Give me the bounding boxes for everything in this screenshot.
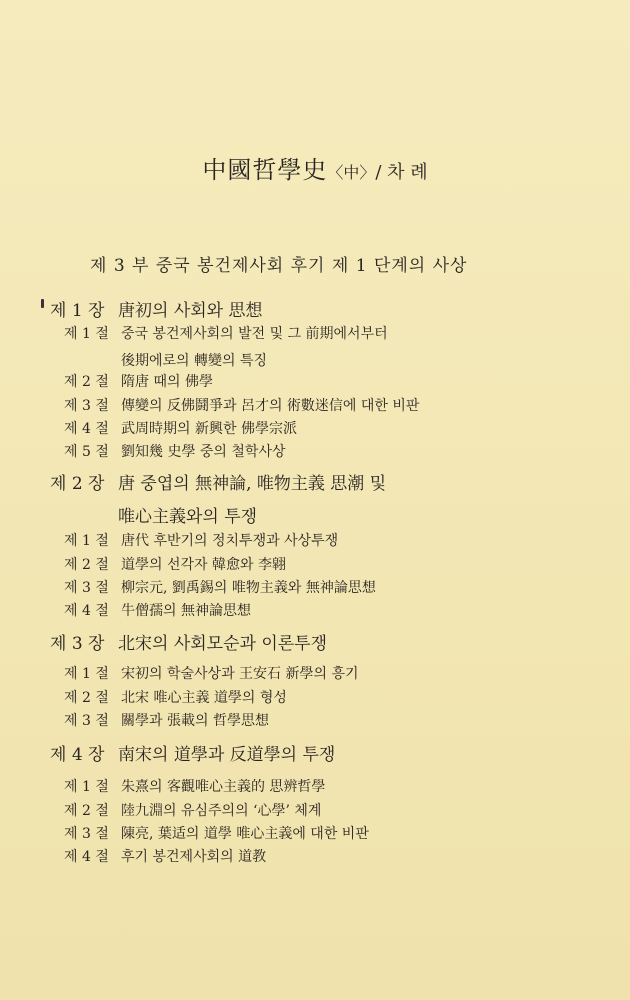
section-4-2: [64, 800, 321, 820]
section-number: 제 2 절: [64, 557, 109, 573]
section-number: 제 3 절: [64, 713, 109, 729]
section-title: 陸九淵의 유심주의의 ‘心學’ 체계: [121, 803, 322, 819]
chapter-4: [50, 740, 335, 765]
section-4-1: [64, 776, 325, 796]
section-number: 제 2 절: [64, 690, 109, 706]
part-heading: 제 3 부 중국 봉건제사회 후기 제 1 단계의 사상: [90, 256, 468, 276]
section-number: 제 4 절: [64, 849, 109, 865]
section-3-3: [64, 710, 269, 730]
section-3-2: [64, 687, 287, 707]
section-1-5: [64, 441, 286, 461]
section-title: 道學의 선각자 韓愈와 李翶: [121, 557, 286, 573]
section-number: 제 2 절: [64, 374, 109, 390]
section-number: 제 1 절: [64, 533, 109, 549]
chapter-title: 南宋의 道學과 反道學의 투쟁: [118, 745, 336, 765]
chapter-title: 唐初의 사회와 思想: [118, 301, 263, 321]
section-4-4: [64, 846, 266, 866]
chapter-number: 제 1 장: [50, 301, 105, 321]
section-title: 唐代 후반기의 정치투쟁과 사상투쟁: [121, 533, 339, 549]
chapter-title: 北宋의 사회모순과 이론투쟁: [118, 634, 328, 654]
section-number: 제 1 절: [64, 779, 109, 795]
ink-mark: [41, 299, 44, 308]
chapter-3: [50, 629, 327, 654]
section-2-2: [64, 554, 286, 574]
section-1-1: [64, 323, 388, 370]
section-2-4: [64, 600, 251, 620]
chapter-2: [50, 469, 386, 527]
title-main: 中國哲學史: [202, 156, 328, 184]
section-title: 柳宗元, 劉禹錫의 唯物主義와 無神論思想: [121, 580, 376, 596]
section-title: 중국 봉건제사회의 발전 및 그 前期에서부터: [121, 326, 388, 342]
section-title: 關學과 張載의 哲學思想: [121, 713, 269, 729]
section-number: 제 1 절: [64, 666, 109, 682]
section-number: 제 1 절: [64, 326, 109, 342]
section-title: 朱熹의 客觀唯心主義的 思辨哲學: [121, 779, 326, 795]
section-title: 北宋 唯心主義 道學의 형성: [121, 690, 287, 706]
section-3-1: [64, 663, 359, 683]
chapter-number: 제 4 장: [50, 745, 105, 765]
section-title: 陳亮, 葉适의 道學 唯心主義에 대한 비판: [121, 826, 369, 842]
section-title: 劉知幾 史學 중의 철학사상: [121, 444, 286, 460]
section-number: 제 3 절: [64, 398, 109, 414]
title-sub: 〈中〉: [327, 163, 376, 182]
section-number: 제 4 절: [64, 421, 109, 437]
title-suffix: / 차 례: [375, 162, 428, 183]
section-1-3: [64, 395, 419, 415]
section-number: 제 4 절: [64, 603, 109, 619]
section-title: 傳變의 反佛鬪爭과 呂才의 術數迷信에 대한 비판: [121, 398, 420, 414]
section-1-2: [64, 371, 213, 391]
section-number: 제 3 절: [64, 826, 109, 842]
section-2-3: [64, 577, 376, 597]
chapter-title-continued: 唯心主義와의 투쟁: [118, 507, 258, 527]
section-title: 武周時期의 新興한 佛學宗派: [121, 421, 297, 437]
section-title: 후기 봉건제사회의 道教: [121, 849, 267, 865]
chapter-title: 唐 중엽의 無神論, 唯物主義 思潮 및: [118, 474, 387, 494]
chapter-number: 제 3 장: [50, 634, 105, 654]
section-title: 宋初의 학술사상과 王安石 新學의 흥기: [121, 666, 359, 682]
section-number: 제 5 절: [64, 444, 109, 460]
section-number: 제 3 절: [64, 580, 109, 596]
section-number: 제 2 절: [64, 803, 109, 819]
section-title: 牛僧孺의 無神論思想: [121, 603, 251, 619]
section-1-4: [64, 418, 297, 438]
chapter-number: 제 2 장: [50, 474, 105, 494]
section-4-3: [64, 823, 369, 843]
page-title: [0, 150, 630, 185]
section-title: 隋唐 때의 佛學: [121, 374, 213, 390]
section-2-1: [64, 530, 338, 550]
section-title-continued: 後期에로의 轉變의 특징: [121, 353, 268, 369]
chapter-1: [50, 296, 263, 321]
